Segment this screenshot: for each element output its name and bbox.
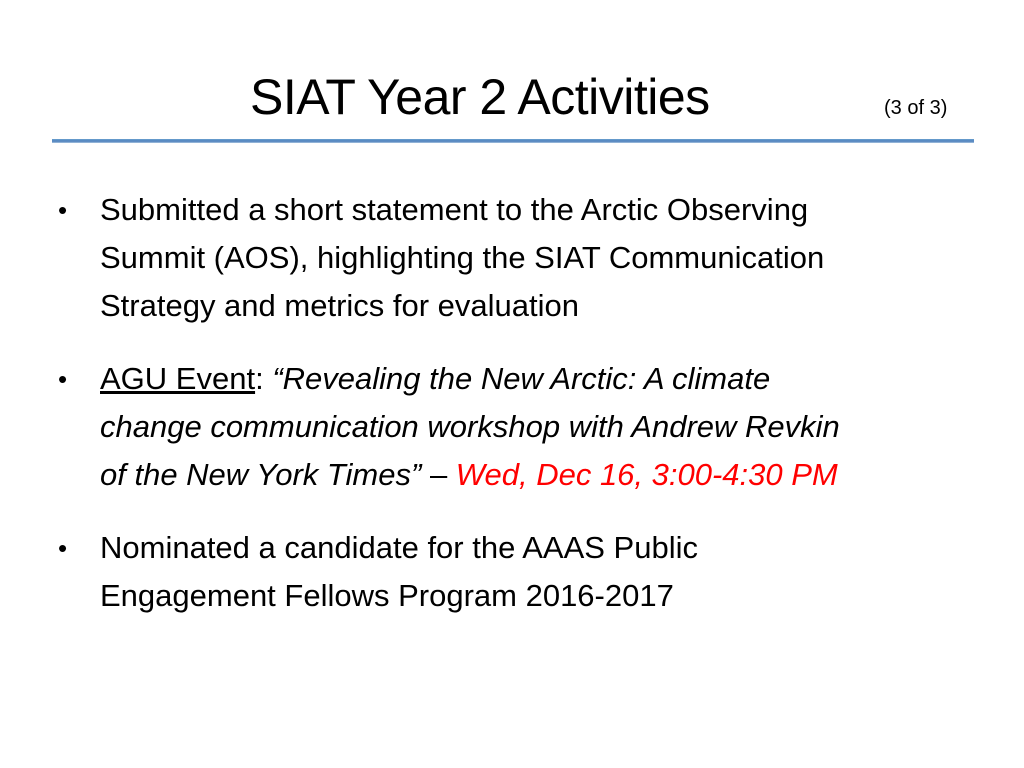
- bullet-aos-statement: [56, 186, 986, 330]
- bullet-icon: •: [58, 533, 68, 563]
- event-title-part: of the New York Times”: [100, 457, 422, 492]
- bullet-text-line: [100, 355, 986, 403]
- dash-separator: –: [421, 457, 456, 492]
- bullet-text-line: [100, 451, 986, 499]
- bullet-aaas-nomination: [56, 524, 986, 620]
- bullet-text-line: Submitted a short statement to the Arctic Observing: [100, 192, 809, 227]
- agu-event-label: AGU Event: [100, 361, 256, 396]
- bullet-text-line: Summit (AOS), highlighting the SIAT Communication: [100, 240, 825, 275]
- bullet-icon: •: [58, 364, 68, 394]
- event-title-part: “Revealing the New Arctic: A climate: [272, 361, 771, 396]
- bullet-text-line: Strategy and metrics for evaluation: [100, 288, 580, 323]
- slide-title: SIAT Year 2 Activities: [250, 69, 710, 125]
- page-indicator: (3 of 3): [884, 97, 948, 119]
- bullet-text-line: Engagement Fellows Program 2016-2017: [100, 578, 674, 613]
- bullet-icon: •: [58, 195, 68, 225]
- label-separator: :: [255, 361, 264, 396]
- event-title-part: change communication workshop with Andrew Revkin: [100, 409, 840, 444]
- title-divider: [52, 139, 974, 143]
- bullet-list: [56, 186, 986, 645]
- bullet-agu-event: [56, 355, 986, 499]
- bullet-text-line: Nominated a candidate for the AAAS Public: [100, 530, 698, 565]
- event-date: Wed, Dec 16, 3:00-4:30 PM: [455, 457, 838, 492]
